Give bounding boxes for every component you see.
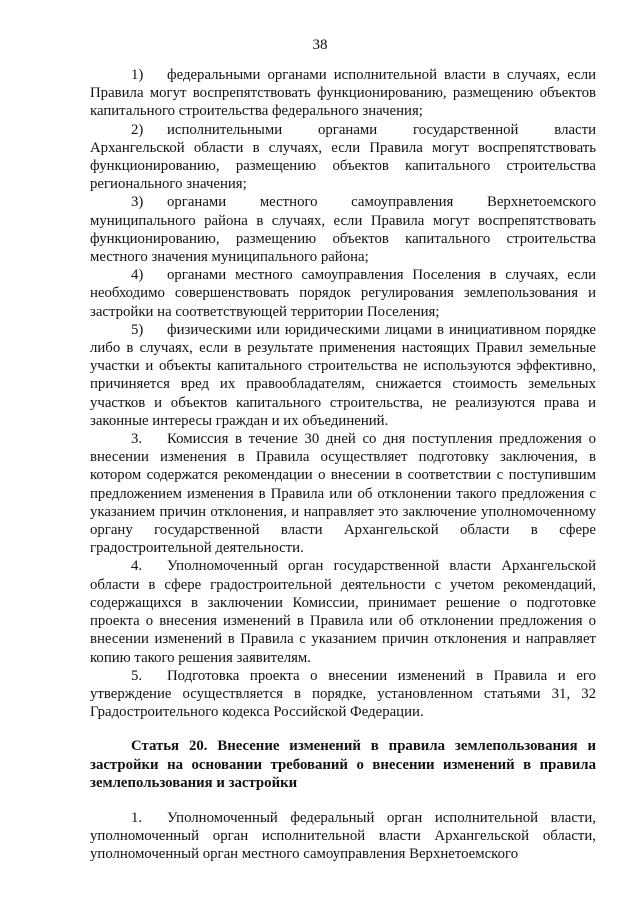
list-item [90, 66, 596, 121]
list-item [90, 266, 596, 321]
paragraph [90, 430, 596, 557]
paragraph [90, 557, 596, 666]
paragraph [90, 667, 596, 722]
paragraph-number: 1. [131, 809, 143, 826]
page-number: 38 [312, 37, 328, 53]
item-text: физическими или юридическими лицами в инициативном порядке либо в случаях, если в результате применения настоящих Правил земельные участки и объекты капитального строительства не используются эффективно, причиняется вред их правообладателям, снижается стоимость земельных участков и объектов капитального строительства, не реализуются права и законные интересы граждан и их объединений. [90, 321, 596, 429]
article-heading: Статья 20. Внесение изменений в правила землепользования и застройки на основании требований о внесении изменений в правила землепользования и застройки [90, 738, 596, 791]
paragraph-number: 4. [131, 558, 143, 575]
item-text: федеральными органами исполнительной власти в случаях, если Правила могут воспрепятствовать функционированию, размещению объектов капитального строительства федерального значения; [90, 67, 596, 120]
item-number: 1) [131, 67, 144, 83]
paragraph-number: 3. [131, 431, 143, 448]
list-item [90, 321, 596, 430]
item-text: органами местного самоуправления Поселения в случаях, если необходимо совершенствовать порядок регулирования землепользования и застройки на соответствующей территории Поселения; [90, 267, 596, 320]
list-item [90, 121, 596, 194]
paragraph-text: Подготовка проекта о внесении изменений в Правила и его утверждение осуществляется в порядке, установленном статьями 31, 32 Градостроительного кодекса Российской Федерации. [90, 667, 596, 721]
item-text: исполнительными органами государственной власти Архангельской области в случаях, если Правила могут воспрепятствовать функционированию, размещению объектов капитального строительства регионального значения; [90, 121, 596, 193]
paragraph [90, 809, 596, 864]
paragraph-number: 5. [131, 667, 143, 684]
document-body [90, 66, 596, 864]
paragraph-text: Комиссия в течение 30 дней со дня поступления предложения о внесении изменения в Правила осуществляет подготовку заключения, в котором содержатся рекомендации о внесении в соответствии с поступившим предложением изменения в Правила или об отклонении такого предложения с указанием причин отклонения, и направляет это заключение уполномоченному органу государственной власти Архангельской области в сфере градостроительной деятельности. [90, 431, 596, 557]
item-number: 2) [131, 121, 144, 138]
item-text: органами местного самоуправления Верхнетоемского муниципального района в случаях, если Правила могут воспрепятствовать функционированию, размещению объектов капитального строительства местного значения муниципального района; [90, 194, 596, 266]
paragraph-text: Уполномоченный федеральный орган исполнительной власти, уполномоченный орган исполнительной власти Архангельской области, уполномоченный орган местного самоуправления Верхнетоемского [90, 809, 596, 863]
item-number: 4) [131, 267, 144, 284]
paragraph-text: Уполномоченный орган государственной власти Архангельской области в сфере градостроительной деятельности с учетом рекомендаций, содержащихся в заключении Комиссии, принимает решение о подготовке проекта о внесения изменений в Правила или об отклонении предложения о внесении изменений в Правила с указанием причин отклонения и направляет копию такого решения заявителям. [90, 558, 596, 666]
item-number: 3) [131, 194, 144, 211]
item-number: 5) [131, 321, 144, 338]
list-item [90, 193, 596, 266]
